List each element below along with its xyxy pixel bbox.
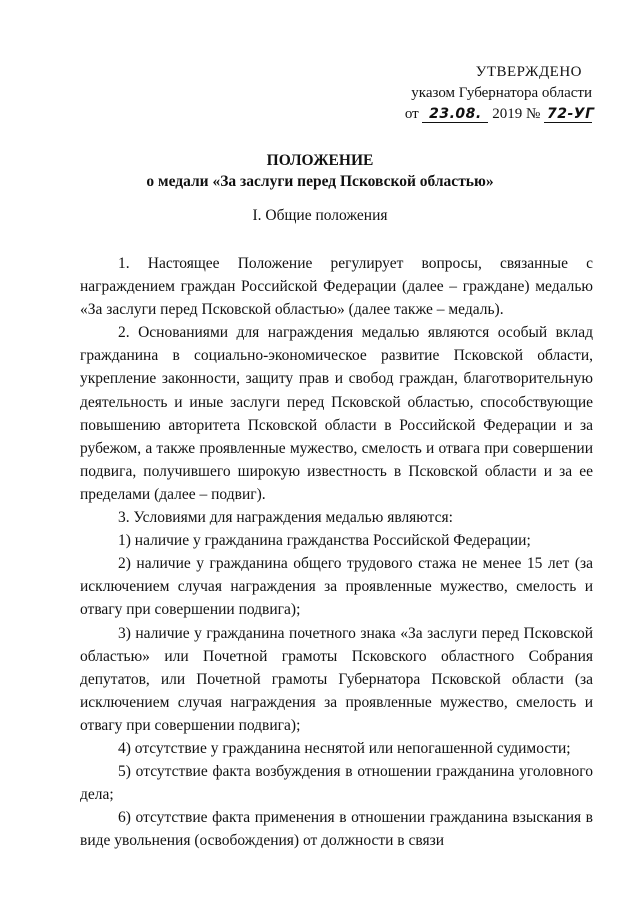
paragraph: 1. Настоящее Положение регулирует вопросы, связанные с награждением граждан Российской Федерации (далее – граждане) медалью «За заслуги перед Псковской областью» (далее также – медаль). <box>80 255 593 319</box>
paragraph: 4) отсутствие у гражданина неснятой или непогашенной судимости; <box>118 739 571 757</box>
paragraph: 3) наличие у гражданина почетного знака «За заслуги перед Псковской областью» или Почетной грамоты Псковского областного Собрания депутатов, или Почетной грамоты Губернатора Псковской области (за исключением случая награждения за проявленные мужество, смелость и отвагу при совершении подвига); <box>80 624 593 734</box>
approval-stamp <box>404 62 595 125</box>
date-prefix: от <box>404 106 419 122</box>
paragraph: 3. Условиями для награждения медалью являются: <box>118 509 453 527</box>
decree-date-line <box>404 104 595 125</box>
decree-year: 2019 № <box>492 106 541 122</box>
paragraph: 6) отсутствие факта применения в отношении гражданина взыскания в виде увольнения (освобождения) от должности в связи <box>80 809 593 850</box>
document-body <box>80 252 593 852</box>
handwritten-number: 72-УГ <box>544 107 592 123</box>
section-heading: I. Общие положения <box>252 207 388 224</box>
paragraph: 2) наличие у гражданина общего трудового стажа не менее 15 лет (за исключением случая награждения за проявленные мужество, смелость и отвагу при совершении подвига); <box>80 555 593 619</box>
paragraph: 1) наличие у гражданина гражданства Российской Федерации; <box>118 532 531 550</box>
title-subtitle: о медали «За заслуги перед Псковской областью» <box>146 173 494 190</box>
title-main: ПОЛОЖЕНИЕ <box>266 152 374 169</box>
decree-reference: указом Губернатора области <box>411 85 592 101</box>
document-title <box>0 150 640 192</box>
handwritten-date: 23.08. <box>422 107 488 123</box>
paragraph: 2. Основаниями для награждения медалью являются особый вклад гражданина в социально-экономическое развитие Псковской области, укрепление законности, защиту прав и свобод граждан, благотворительную деятельность и иные заслуги перед Псковской областью, способствующие повышению авторитета Псковской области в Российской Федерации и за рубежом, а также проявленные мужество, смелость и отвага при совершении подвига, получившего широкую известность в Псковской области и за ее пределами (далее – подвиг). <box>80 324 593 503</box>
paragraph: 5) отсутствие факта возбуждения в отношении гражданина уголовного дела; <box>80 763 593 804</box>
approved-label: УТВЕРЖДЕНО <box>475 64 582 80</box>
